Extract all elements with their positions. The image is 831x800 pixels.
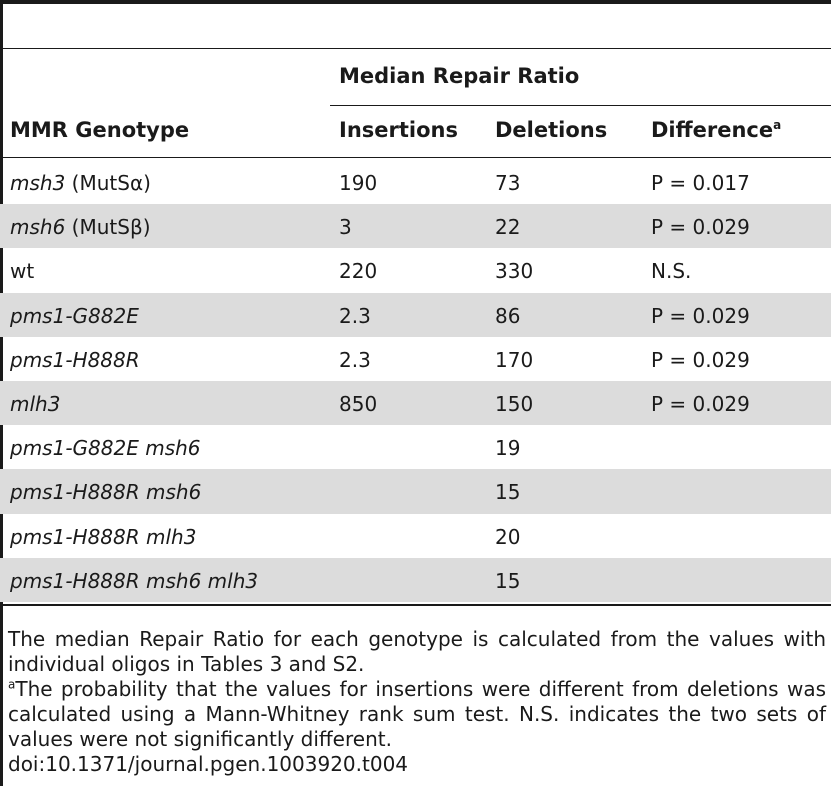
footnote-general: The median Repair Ratio for each genotype is calculated from the values with individual oligos in Tables 3 and S2.	[8, 627, 826, 676]
cell-genotype	[10, 480, 202, 505]
cell-deletions: 15	[495, 480, 521, 505]
genotype-annotation: (MutSα)	[65, 171, 151, 195]
cell-genotype	[10, 259, 35, 284]
genotype-annotation: (MutSβ)	[65, 215, 151, 240]
doi-line: doi:10.1371/journal.pgen.1003920.t004	[8, 752, 409, 776]
cell-genotype	[10, 524, 197, 549]
cell-genotype	[10, 568, 259, 593]
cell-insertions: 2.3	[339, 347, 371, 372]
genotype-name: pms1-G882E msh6	[10, 436, 201, 461]
genotype-name: pms1-G882E	[10, 303, 139, 328]
table-rule-top-inner	[0, 48, 831, 49]
cell-insertions: 3	[339, 215, 352, 240]
cell-deletions: 150	[495, 392, 534, 416]
cell-deletions: 170	[495, 347, 534, 372]
cell-genotype	[10, 436, 201, 461]
cell-genotype	[10, 347, 140, 372]
cell-insertions: 190	[339, 171, 378, 195]
genotype-name: mlh3	[10, 392, 61, 416]
cell-deletions: 22	[495, 215, 521, 240]
group-header-underline	[330, 105, 831, 106]
cell-genotype	[10, 215, 151, 240]
cell-difference: P = 0.017	[651, 171, 750, 195]
group-header-median-repair-ratio: Median Repair Ratio	[339, 64, 580, 88]
genotype-name: pms1-H888R mlh3	[10, 524, 197, 549]
genotype-name: pms1-H888R	[10, 347, 140, 372]
genotype-name: pms1-H888R msh6 mlh3	[10, 568, 259, 593]
cell-difference: P = 0.029	[651, 215, 750, 240]
footnote-marker-a: a	[773, 118, 782, 132]
cell-insertions: 2.3	[339, 303, 371, 328]
genotype-annotation: wt	[10, 259, 35, 284]
cell-difference: P = 0.029	[651, 303, 750, 328]
cell-genotype	[10, 173, 151, 193]
cell-difference: P = 0.029	[651, 392, 750, 416]
cell-deletions: 20	[495, 524, 521, 549]
cell-deletions: 73	[495, 171, 521, 195]
cell-deletions: 19	[495, 436, 521, 461]
cell-difference: P = 0.029	[651, 347, 750, 372]
cell-insertions: 850	[339, 392, 378, 416]
genotype-name: msh6	[10, 215, 66, 240]
table-top-rule	[0, 0, 831, 4]
column-header-genotype: MMR Genotype	[10, 118, 190, 142]
column-header-deletions: Deletions	[495, 118, 608, 142]
footnote-a-marker: a	[8, 677, 16, 692]
table-bottom-rule	[0, 604, 831, 606]
cell-genotype	[10, 303, 139, 328]
table-footnotes	[8, 627, 826, 777]
cell-genotype	[10, 394, 60, 414]
cell-insertions: 220	[339, 259, 378, 284]
footnote-a	[8, 677, 826, 752]
cell-difference: N.S.	[651, 259, 692, 284]
cell-deletions: 86	[495, 303, 521, 328]
cell-deletions: 330	[495, 259, 534, 284]
genotype-name: pms1-H888R msh6	[10, 480, 202, 505]
genotype-name: msh3	[10, 171, 66, 195]
cell-deletions: 15	[495, 568, 521, 593]
header-bottom-rule	[0, 157, 831, 158]
column-header-insertions: Insertions	[339, 118, 458, 142]
footnote-a-text: The probability that the values for insertions were different from deletions was calculated using a Mann-Whitney rank sum test. N.S. indicates the two sets of values were not significantly different.	[8, 677, 826, 751]
column-header-difference: Difference$^a$	[651, 118, 782, 142]
